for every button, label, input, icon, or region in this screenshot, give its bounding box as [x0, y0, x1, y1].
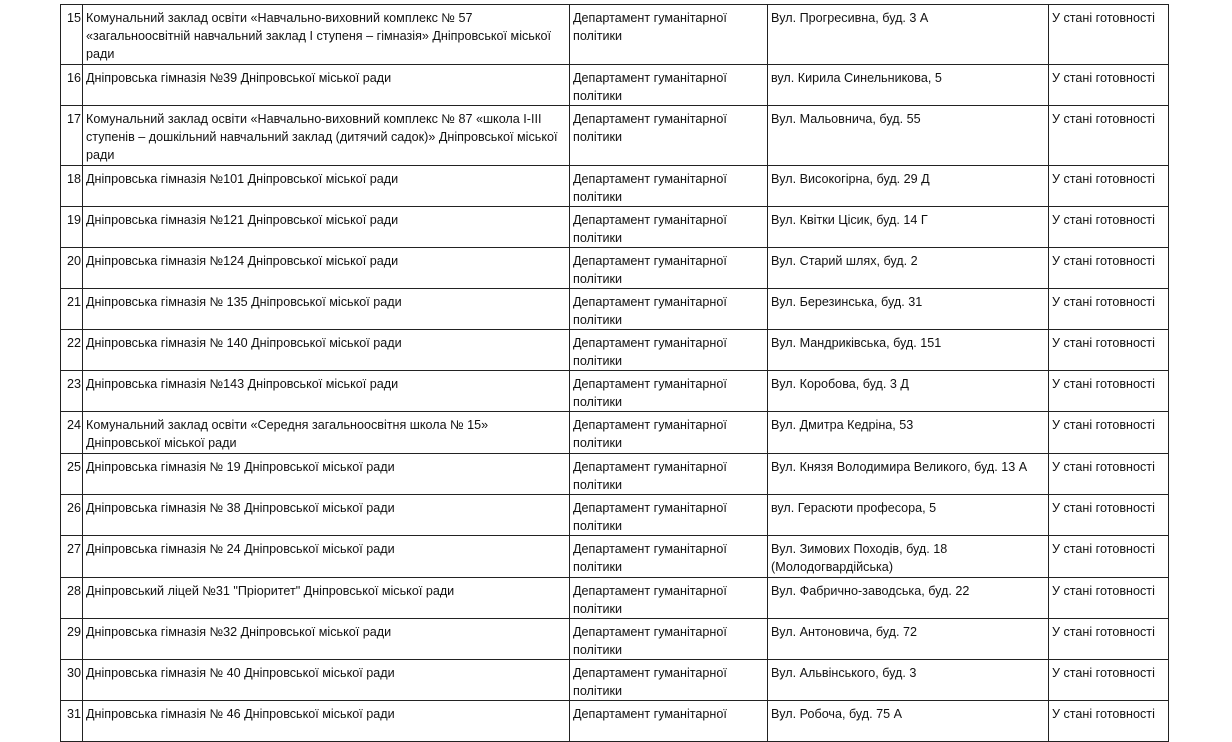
address: Вул. Мальовнича, буд. 55 [768, 106, 1049, 166]
department: Департамент гуманітарної політики [570, 330, 768, 371]
institution-name: Дніпровська гімназія № 40 Дніпровської міської ради [83, 660, 570, 701]
row-number: 29 [61, 619, 83, 660]
department: Департамент гуманітарної політики [570, 578, 768, 619]
department: Департамент гуманітарної політики [570, 495, 768, 536]
address: Вул. Березинська, буд. 31 [768, 289, 1049, 330]
institution-name: Дніпровська гімназія №32 Дніпровської міської ради [83, 619, 570, 660]
row-number: 26 [61, 495, 83, 536]
table-row [61, 495, 1169, 536]
status: У стані готовності [1049, 65, 1169, 106]
row-number: 20 [61, 248, 83, 289]
address: Вул. Антоновича, буд. 72 [768, 619, 1049, 660]
address: Вул. Князя Володимира Великого, буд. 13 А [768, 454, 1049, 495]
table-row [61, 248, 1169, 289]
table-row [61, 701, 1169, 742]
table-row [61, 619, 1169, 660]
table-row [61, 289, 1169, 330]
shelters-table [60, 4, 1169, 742]
department: Департамент гуманітарної політики [570, 536, 768, 578]
table-row [61, 412, 1169, 454]
table-row [61, 454, 1169, 495]
department: Департамент гуманітарної політики [570, 412, 768, 454]
table-row [61, 578, 1169, 619]
address: Вул. Альвінського, буд. 3 [768, 660, 1049, 701]
institution-name: Дніпровська гімназія № 140 Дніпровської міської ради [83, 330, 570, 371]
department: Департамент гуманітарної політики [570, 619, 768, 660]
table-row [61, 207, 1169, 248]
table-row [61, 5, 1169, 65]
status: У стані готовності [1049, 701, 1169, 742]
status: У стані готовності [1049, 207, 1169, 248]
institution-name: Комунальний заклад освіти «Навчально-виховний комплекс № 87 «школа І-ІІІ ступенів – дошкільний навчальний заклад (дитячий садок)» Дніпровської міської ради [83, 106, 570, 166]
address: Вул. Зимових Походів, буд. 18 (Молодогвардійська) [768, 536, 1049, 578]
institution-name: Дніпровська гімназія № 24 Дніпровської міської ради [83, 536, 570, 578]
row-number: 24 [61, 412, 83, 454]
table-row [61, 330, 1169, 371]
status: У стані готовності [1049, 289, 1169, 330]
table-row [61, 65, 1169, 106]
status: У стані готовності [1049, 619, 1169, 660]
status: У стані готовності [1049, 660, 1169, 701]
table-row [61, 660, 1169, 701]
status: У стані готовності [1049, 106, 1169, 166]
institution-name: Дніпровська гімназія №101 Дніпровської міської ради [83, 166, 570, 207]
institution-name: Комунальний заклад освіти «Середня загальноосвітня школа № 15» Дніпровської міської ради [83, 412, 570, 454]
department: Департамент гуманітарної політики [570, 65, 768, 106]
address: Вул. Старий шлях, буд. 2 [768, 248, 1049, 289]
status: У стані готовності [1049, 330, 1169, 371]
address: Вул. Квітки Цісик, буд. 14 Г [768, 207, 1049, 248]
status: У стані готовності [1049, 5, 1169, 65]
status: У стані готовності [1049, 166, 1169, 207]
table-body [61, 5, 1169, 742]
department: Департамент гуманітарної політики [570, 371, 768, 412]
table-row [61, 371, 1169, 412]
address: Вул. Дмитра Кедріна, 53 [768, 412, 1049, 454]
institution-name: Дніпровська гімназія №39 Дніпровської міської ради [83, 65, 570, 106]
row-number: 17 [61, 106, 83, 166]
status: У стані готовності [1049, 454, 1169, 495]
address: вул. Герасюти професора, 5 [768, 495, 1049, 536]
address: Вул. Робоча, буд. 75 А [768, 701, 1049, 742]
institution-name: Дніпровська гімназія №143 Дніпровської міської ради [83, 371, 570, 412]
address: вул. Кирила Синельникова, 5 [768, 65, 1049, 106]
institution-name: Дніпровська гімназія № 46 Дніпровської міської ради [83, 701, 570, 742]
status: У стані готовності [1049, 371, 1169, 412]
row-number: 28 [61, 578, 83, 619]
table-row [61, 536, 1169, 578]
department: Департамент гуманітарної політики [570, 166, 768, 207]
department: Департамент гуманітарної політики [570, 106, 768, 166]
department: Департамент гуманітарної політики [570, 207, 768, 248]
row-number: 16 [61, 65, 83, 106]
status: У стані готовності [1049, 536, 1169, 578]
institution-name: Дніпровська гімназія №124 Дніпровської міської ради [83, 248, 570, 289]
institution-name: Дніпровська гімназія № 135 Дніпровської міської ради [83, 289, 570, 330]
row-number: 30 [61, 660, 83, 701]
row-number: 31 [61, 701, 83, 742]
status: У стані готовності [1049, 248, 1169, 289]
department: Департамент гуманітарної політики [570, 454, 768, 495]
row-number: 25 [61, 454, 83, 495]
status: У стані готовності [1049, 495, 1169, 536]
table-row [61, 166, 1169, 207]
row-number: 21 [61, 289, 83, 330]
row-number: 18 [61, 166, 83, 207]
row-number: 27 [61, 536, 83, 578]
institution-name: Дніпровська гімназія № 19 Дніпровської міської ради [83, 454, 570, 495]
address: Вул. Фабрично-заводська, буд. 22 [768, 578, 1049, 619]
row-number: 23 [61, 371, 83, 412]
institution-name: Дніпровська гімназія № 38 Дніпровської міської ради [83, 495, 570, 536]
address: Вул. Високогірна, буд. 29 Д [768, 166, 1049, 207]
department: Департамент гуманітарної політики [570, 248, 768, 289]
institution-name: Дніпровська гімназія №121 Дніпровської міської ради [83, 207, 570, 248]
status: У стані готовності [1049, 412, 1169, 454]
row-number: 15 [61, 5, 83, 65]
address: Вул. Прогресивна, буд. 3 А [768, 5, 1049, 65]
institution-name: Дніпровський ліцей №31 "Пріоритет" Дніпровської міської ради [83, 578, 570, 619]
department: Департамент гуманітарної політики [570, 5, 768, 65]
address: Вул. Мандриківська, буд. 151 [768, 330, 1049, 371]
department: Департамент гуманітарної політики [570, 660, 768, 701]
table-row [61, 106, 1169, 166]
address: Вул. Коробова, буд. 3 Д [768, 371, 1049, 412]
department: Департамент гуманітарної [570, 701, 768, 742]
row-number: 19 [61, 207, 83, 248]
department: Департамент гуманітарної політики [570, 289, 768, 330]
status: У стані готовності [1049, 578, 1169, 619]
institution-name: Комунальний заклад освіти «Навчально-виховний комплекс № 57 «загальноосвітній навчальний заклад І ступеня – гімназія» Дніпровської міської ради [83, 5, 570, 65]
row-number: 22 [61, 330, 83, 371]
